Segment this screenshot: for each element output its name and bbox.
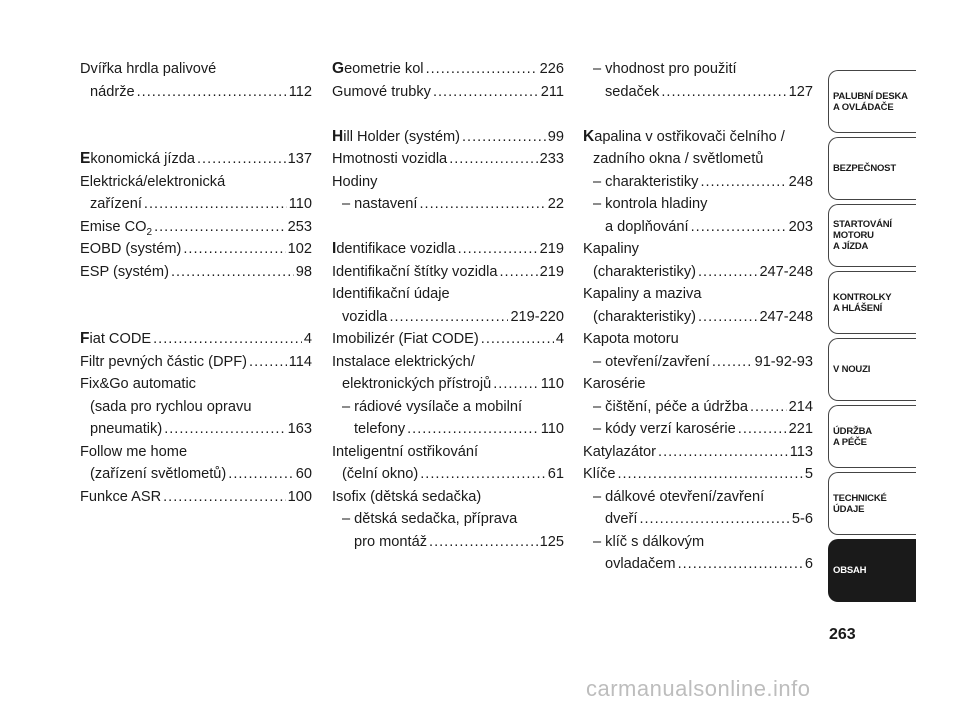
entry-page: 163 <box>287 421 312 437</box>
index-entry <box>332 261 564 284</box>
entry-page: 226 <box>539 61 564 77</box>
index-entry <box>583 486 813 509</box>
dot-leader <box>658 441 788 464</box>
entry-label: – kontrola hladiny <box>593 196 708 212</box>
entry-label: – otevření/zavření <box>593 353 710 370</box>
entry-label: – rádiové vysílače a mobilní <box>342 398 523 415</box>
entry-label: Kapota motoru <box>583 331 679 347</box>
entry-text <box>342 193 417 216</box>
index-entry <box>583 238 813 261</box>
entry-text <box>605 81 659 104</box>
index-entry <box>80 193 312 216</box>
entry-label: EOBD (systém) <box>80 241 182 257</box>
entry-text <box>583 441 656 464</box>
index-entry <box>80 216 312 239</box>
entry-label: elektronických přístrojů <box>342 376 492 392</box>
entry-text <box>80 238 181 261</box>
index-entry <box>332 418 564 441</box>
entry-text <box>332 486 481 509</box>
entry-text <box>605 216 689 239</box>
entry-label: Identifikační štítky vozidla <box>332 263 498 280</box>
entry-page: 102 <box>287 241 312 257</box>
entry-text <box>593 486 764 509</box>
dot-leader <box>698 261 757 284</box>
entry-page: 110 <box>540 421 564 437</box>
dot-leader <box>462 126 546 149</box>
entry-text <box>80 486 161 509</box>
index-entry <box>80 238 312 261</box>
entry-page: 247-248 <box>759 308 813 325</box>
entry-text <box>593 531 704 554</box>
index-entry <box>80 261 312 284</box>
dot-leader <box>426 58 538 81</box>
entry-label: Emise CO <box>80 218 147 235</box>
index-entry <box>583 328 813 351</box>
dot-leader <box>183 238 285 261</box>
entry-subscript: 2 <box>146 226 153 238</box>
entry-text <box>583 373 645 396</box>
entry-label: Katylazátor <box>583 443 657 460</box>
entry-label: (čelní okno) <box>342 466 419 482</box>
entry-label: apalina v ostřikovači čelního / <box>594 128 785 145</box>
index-entry <box>80 351 312 374</box>
index-entry <box>332 328 564 351</box>
watermark: carmanualsonline.info <box>586 676 811 701</box>
entry-page: 125 <box>539 533 564 550</box>
entry-page: 248 <box>788 173 813 190</box>
entry-text <box>80 373 196 396</box>
index-column-1 <box>80 58 312 508</box>
entry-text <box>354 418 405 441</box>
entry-text <box>332 283 450 306</box>
dot-leader <box>458 238 538 261</box>
entry-text <box>593 58 737 81</box>
entry-label: eometrie kol <box>344 61 424 77</box>
index-entry <box>583 351 813 374</box>
index-entry <box>80 306 312 329</box>
entry-page: 114 <box>288 353 312 370</box>
entry-text <box>332 148 447 171</box>
index-entry <box>332 351 564 374</box>
index-entry <box>583 396 813 419</box>
entry-text <box>593 396 748 419</box>
entry-label: dveří <box>605 511 638 527</box>
entry-text <box>90 463 226 486</box>
dot-leader <box>449 148 537 171</box>
entry-text <box>593 148 763 171</box>
dot-leader <box>144 193 287 216</box>
entry-text <box>80 328 151 351</box>
entry-page: 5 <box>804 466 813 482</box>
entry-text <box>583 463 615 486</box>
entry-text <box>90 193 142 216</box>
dot-leader <box>691 216 787 239</box>
index-entry <box>80 148 312 171</box>
dot-leader <box>661 81 786 104</box>
dot-leader <box>228 463 294 486</box>
entry-label: – vhodnost pro použití <box>593 61 737 77</box>
index-entry <box>80 486 312 509</box>
entry-label: (sada pro rychlou opravu <box>90 398 252 415</box>
entry-text <box>593 193 707 216</box>
index-entry <box>583 148 813 171</box>
entry-text <box>332 328 479 351</box>
index-entry <box>80 81 312 104</box>
entry-text <box>605 508 637 531</box>
entry-label: Dvířka hrdla palivové <box>80 61 217 77</box>
entry-page: 219-220 <box>510 308 564 325</box>
index-entry <box>80 328 312 351</box>
index-column-2 <box>332 58 564 553</box>
index-entry <box>332 508 564 531</box>
entry-label: Inteligentní ostřikování <box>332 443 479 460</box>
entry-page: 61 <box>547 466 564 482</box>
index-entry <box>583 531 813 554</box>
index-entry <box>80 373 312 396</box>
entry-label: Funkce ASR <box>80 488 162 505</box>
entry-page: 214 <box>788 398 813 415</box>
tab-1[interactable]: PALUBNÍ DESKA A OVLÁDAČE <box>828 70 916 133</box>
tab-3[interactable]: STARTOVÁNÍ MOTORU A JÍZDA <box>828 204 916 267</box>
index-entry <box>80 103 312 126</box>
entry-page: 221 <box>788 421 813 437</box>
entry-page: 4 <box>303 331 312 347</box>
entry-label: Gumové trubky <box>332 83 431 100</box>
index-entry <box>332 216 564 239</box>
entry-page: 219 <box>539 241 564 257</box>
entry-label: Hmotnosti vozidla <box>332 151 448 167</box>
index-entry <box>583 463 813 486</box>
index-entry <box>332 306 564 329</box>
entry-page: 211 <box>540 83 564 100</box>
entry-label: konomická jízda <box>90 151 195 167</box>
entry-label: (charakteristiky) <box>593 263 696 280</box>
entry-initial: G <box>332 60 345 77</box>
entry-text <box>80 171 225 194</box>
section-tabs <box>828 70 916 606</box>
index-entry <box>332 58 564 81</box>
tab-2[interactable]: BEZPEČNOST <box>828 137 916 200</box>
entry-label: ill Holder (systém) <box>343 128 460 145</box>
entry-text <box>342 373 491 396</box>
entry-label: sedaček <box>605 83 660 100</box>
index-entry <box>332 171 564 194</box>
entry-text <box>90 418 162 441</box>
entry-label: dentifikace vozidla <box>336 241 456 257</box>
dot-leader <box>420 463 546 486</box>
entry-label: Kapaliny a maziva <box>583 286 702 302</box>
dot-leader <box>698 306 757 329</box>
index-entry <box>583 283 813 306</box>
index-entry <box>583 193 813 216</box>
entry-label: Isofix (dětská sedačka) <box>332 488 482 505</box>
entry-initial: E <box>80 150 91 167</box>
index-entry <box>583 508 813 531</box>
entry-label: vozidla <box>342 308 388 325</box>
entry-label: Karosérie <box>583 376 646 392</box>
entry-page: 110 <box>540 376 564 392</box>
entry-text <box>332 171 377 194</box>
entry-label: zařízení <box>90 196 142 212</box>
index-entry <box>583 261 813 284</box>
dot-leader <box>712 351 753 374</box>
dot-leader <box>389 306 508 329</box>
dot-leader <box>419 193 545 216</box>
tab-5[interactable]: V NOUZI <box>828 338 916 401</box>
index-entry <box>80 463 312 486</box>
entry-label: nádrže <box>90 83 135 100</box>
entry-page: 110 <box>288 196 312 212</box>
index-entry <box>583 373 813 396</box>
entry-page: 100 <box>287 488 312 505</box>
index-entry <box>332 396 564 419</box>
entry-label: pro montáž <box>354 533 428 550</box>
dot-leader <box>137 81 287 104</box>
entry-label: Imobilizér (Fiat CODE) <box>332 331 479 347</box>
entry-text <box>342 508 517 531</box>
entry-text <box>583 328 679 351</box>
index-entry <box>80 396 312 419</box>
entry-text <box>342 306 387 329</box>
dot-leader <box>429 531 538 554</box>
page-number: 263 <box>829 626 856 643</box>
entry-text <box>342 396 522 419</box>
dot-leader <box>700 171 786 194</box>
dot-leader <box>171 261 294 284</box>
entry-text <box>90 81 135 104</box>
index-entry <box>583 126 813 149</box>
dot-leader <box>639 508 789 531</box>
tab-8[interactable]: OBSAH <box>828 539 916 602</box>
entry-initial: F <box>80 330 90 347</box>
index-entry <box>80 58 312 81</box>
index-entry <box>332 103 564 126</box>
entry-label: pneumatik) <box>90 421 163 437</box>
entry-label: (zařízení světlometů) <box>90 466 227 482</box>
entry-text <box>80 351 247 374</box>
entry-text <box>80 58 216 81</box>
entry-page: 219 <box>539 263 564 280</box>
entry-label: Instalace elektrických/ <box>332 353 475 370</box>
entry-text <box>80 148 195 171</box>
entry-label: Kapaliny <box>583 241 639 257</box>
entry-text <box>605 553 676 576</box>
dot-leader <box>750 396 787 419</box>
entry-label: (charakteristiky) <box>593 308 696 325</box>
index-entry <box>80 171 312 194</box>
index-entry <box>80 283 312 306</box>
index-entry <box>332 283 564 306</box>
index-entry <box>332 531 564 554</box>
index-entry <box>583 81 813 104</box>
dot-leader <box>407 418 539 441</box>
index-entry <box>583 306 813 329</box>
index-entry <box>583 58 813 81</box>
dot-leader <box>153 328 302 351</box>
entry-text <box>583 238 639 261</box>
dot-leader <box>163 486 286 509</box>
entry-label: Elektrická/elektronická <box>80 173 226 190</box>
dot-leader <box>617 463 802 486</box>
dot-leader <box>249 351 287 374</box>
entry-label: Identifikační údaje <box>332 286 450 302</box>
entry-page: 112 <box>288 83 312 100</box>
tab-7[interactable]: TECHNICKÉ ÚDAJE <box>828 472 916 535</box>
entry-page: 5-6 <box>791 511 813 527</box>
entry-page: 253 <box>287 218 312 235</box>
entry-text <box>332 261 497 284</box>
entry-page: 22 <box>547 196 564 212</box>
index-entry <box>332 193 564 216</box>
entry-label: zadního okna / světlometů <box>593 151 764 167</box>
entry-text <box>90 396 251 419</box>
entry-text <box>332 81 431 104</box>
entry-page: 203 <box>788 218 813 235</box>
entry-text <box>332 58 424 81</box>
entry-text <box>80 441 187 464</box>
index-column-3 <box>583 58 813 576</box>
entry-text <box>593 261 696 284</box>
entry-label: – klíč s dálkovým <box>593 533 705 550</box>
entry-text <box>332 238 456 261</box>
dot-leader <box>433 81 539 104</box>
entry-label: Filtr pevných částic (DPF) <box>80 353 248 370</box>
entry-text <box>332 126 460 149</box>
entry-label: Fix&Go automatic <box>80 376 196 392</box>
entry-page: 113 <box>789 443 813 460</box>
entry-page: 91-92-93 <box>754 353 813 370</box>
index-entry <box>583 216 813 239</box>
index-entry <box>332 81 564 104</box>
entry-page: 4 <box>555 331 564 347</box>
tab-4[interactable]: KONTROLKY A HLÁŠENÍ <box>828 271 916 334</box>
entry-page: 60 <box>295 466 312 482</box>
entry-page: 233 <box>539 151 564 167</box>
index-entry <box>332 441 564 464</box>
entry-text <box>354 531 427 554</box>
dot-leader <box>678 553 803 576</box>
index-entry <box>583 418 813 441</box>
index-entry <box>583 553 813 576</box>
index-entry <box>332 486 564 509</box>
entry-page: 127 <box>788 83 813 100</box>
entry-label: – dětská sedačka, příprava <box>342 511 518 527</box>
entry-page: 247-248 <box>759 263 813 280</box>
index-entry <box>583 103 813 126</box>
entry-label: ovladačem <box>605 556 676 572</box>
entry-page: 99 <box>547 128 564 145</box>
index-entry <box>332 238 564 261</box>
entry-text <box>80 261 169 284</box>
dot-leader <box>499 261 537 284</box>
index-entry <box>583 441 813 464</box>
index-entry <box>80 418 312 441</box>
entry-label: Follow me home <box>80 443 188 460</box>
entry-text <box>593 418 736 441</box>
entry-page: 137 <box>287 151 312 167</box>
dot-leader <box>493 373 538 396</box>
index-entry <box>332 373 564 396</box>
entry-text <box>332 441 478 464</box>
entry-text <box>332 351 475 374</box>
entry-text <box>583 126 785 149</box>
entry-label: iat CODE <box>89 331 152 347</box>
entry-label: Hodiny <box>332 173 378 190</box>
index-entry <box>80 126 312 149</box>
dot-leader <box>738 418 787 441</box>
entry-text <box>593 306 696 329</box>
index-entry <box>332 126 564 149</box>
entry-text <box>80 216 152 239</box>
entry-label: a doplňování <box>605 218 689 235</box>
entry-label: ESP (systém) <box>80 263 169 280</box>
entry-label: – charakteristiky <box>593 173 699 190</box>
entry-label: telefony <box>354 421 406 437</box>
index-entry <box>80 441 312 464</box>
index-entry <box>332 148 564 171</box>
dot-leader <box>481 328 554 351</box>
entry-initial: H <box>332 127 344 145</box>
entry-page: 98 <box>295 263 312 280</box>
entry-text <box>583 283 701 306</box>
entry-text <box>342 463 418 486</box>
tab-6[interactable]: ÚDRŽBA A PÉČE <box>828 405 916 468</box>
entry-label: Klíče <box>583 466 616 482</box>
entry-page: 6 <box>804 556 813 572</box>
entry-text <box>593 351 710 374</box>
entry-label: – dálkové otevření/zavření <box>593 488 765 505</box>
entry-initial: I <box>332 240 337 257</box>
index-entry <box>583 171 813 194</box>
index-entry <box>332 463 564 486</box>
dot-leader <box>154 216 286 239</box>
dot-leader <box>197 148 286 171</box>
dot-leader <box>164 418 285 441</box>
entry-label: – nastavení <box>342 196 418 212</box>
entry-initial: K <box>583 127 595 145</box>
entry-label: – čištění, péče a údržba <box>593 398 748 415</box>
entry-label: – kódy verzí karosérie <box>593 421 736 437</box>
entry-text <box>593 171 698 194</box>
